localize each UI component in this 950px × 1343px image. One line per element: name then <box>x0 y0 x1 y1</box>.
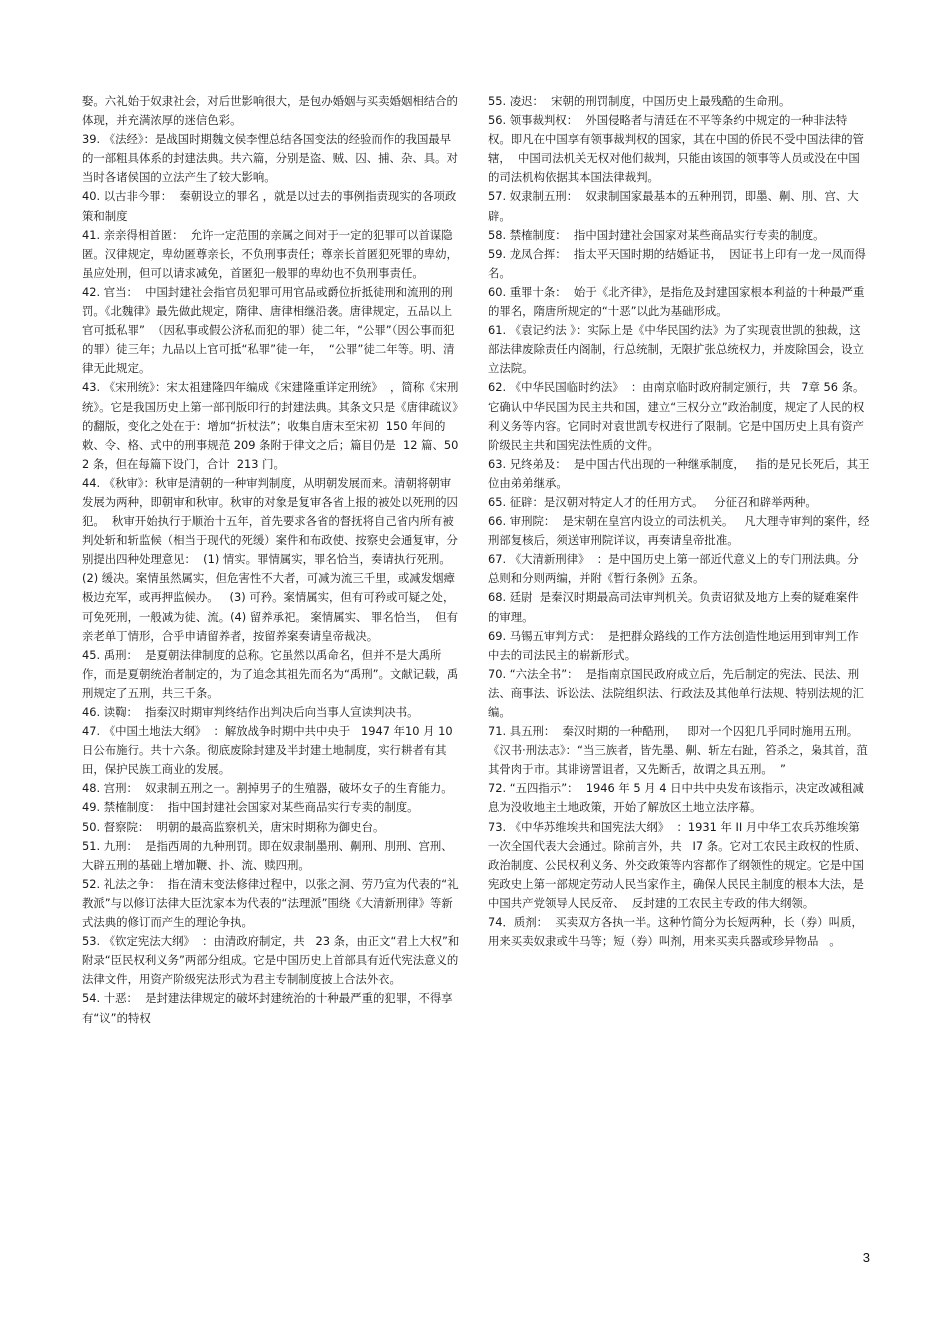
glossary-entry-62: 62. 《中华民国临时约法》 ：由南京临时政府制定颁行，共 7章 56 条。它确认中华民国为民主共和国，建立“三权分立”政治制度，规定了人民的权利义务等内容。它同时对袁世凯专权进行了限制。它是中国历史上具有资产阶级民主共和国宪法性质的文件。 <box>488 380 865 452</box>
glossary-entry-57: 57. 奴隶制五刑： 奴隶制国家最基本的五种刑罚，即墨、劓、刖、宫、大辟。 <box>488 189 859 223</box>
glossary-entry-58: 58. 禁榷制度： 指中国封建社会国家对某些商品实行专卖的制度。 <box>488 227 825 242</box>
glossary-entry-65: 65. 征辟：是汉朝对特定人才的任用方式。 分征召和辟举两种。 <box>488 494 817 509</box>
glossary-entry-73: 73. 《中华苏维埃共和国宪法大纲》 ：1931 年 II 月中华工农兵苏维埃第一次全国代表大会通过。除前言外，共 I7 条。它对工农民主政权的性质、政治制度、公民权利义务、外交政策等内容都作了纲领性的规定。它是中国宪政史上第一部规定劳动人民当家作主，确保人民民主制度的根本大法，是中国共产党领导人民反帝、 反封建的工农民主专政的伟大纲领。 <box>488 819 867 910</box>
glossary-entry-51: 51. 九刑： 是指西周的九种刑罚。即在奴隶制墨刑、劓刑、刖刑、宫刑、大辟五刑的基础上增加鞭、扑、流、赎四刑。 <box>82 838 453 872</box>
glossary-entry-41: 41. 亲亲得相首匿： 允许一定范围的亲属之间对于一定的犯罪可以首谋隐匿。汉律规定，卑幼匿尊亲长，不负刑事责任；尊亲长首匿犯死罪的卑幼，虽应处刑，但可以请求减免，首匿犯一般罪的卑幼也不负刑事责任。 <box>82 227 458 280</box>
glossary-entry-69: 69. 马锡五审判方式： 是把群众路线的工作方法创造性地运用到审判工作中去的司法民主的崭新形式。 <box>488 628 859 662</box>
glossary-entry-48: 48. 宫刑： 奴隶制五刑之一。割掉男子的生殖器，破坏女子的生育能力。 <box>82 781 453 796</box>
glossary-entry-53: 53. 《钦定宪法大纲》 ：由清政府制定，共 23 条，由正文“君上大权”和附录“臣民权利义务”两部分组成。它是中国历史上首部具有近代宪法意义的法律文件，用资产阶级宪法形式为君主专制制度披上合法外衣。 <box>82 934 460 987</box>
glossary-entry-68: 68. 廷尉 是秦汉时期最高司法审判机关。负责诏狱及地方上奏的疑难案件的审理。 <box>488 590 859 624</box>
glossary-entry-38-tail: 娶。六礼始于奴隶社会，对后世影响很大，是包办婚姻与买卖婚姻相结合的体现，并充满浓厚的迷信色彩。 <box>82 94 458 128</box>
glossary-entry-63: 63. 兄终弟及： 是中国古代出现的一种继承制度， 指的是兄长死后，其王位由弟弟继承。 <box>488 456 870 490</box>
glossary-entry-39: 39. 《法经》：是战国时期魏文侯李悝总结各国变法的经验而作的我国最早的一部粗具体系的封建法典。共六篇，分别是盗、贼、囚、捕、杂、具。对当时各诸侯国的立法产生了较大影响。 <box>82 132 458 185</box>
glossary-entry-55: 55. 凌迟： 宋朝的刑罚制度，中国历史上最残酷的生命刑。 <box>488 94 791 108</box>
glossary-entry-54: 54. 十恶： 是封建法律规定的破坏封建统治的十种最严重的犯罪，不得享有“议”的特权 <box>82 991 453 1025</box>
glossary-entry-49: 49. 禁榷制度： 指中国封建社会国家对某些商品实行专卖的制度。 <box>82 800 419 815</box>
page-number: 3 <box>862 1250 870 1265</box>
glossary-entry-40: 40. 以古非今罪： 秦朝设立的罪名 ，就是以过去的事例指责现实的各项政策和制度 <box>82 189 457 223</box>
glossary-entry-59: 59. 龙凤合挥： 指太平天国时期的结婚证书， 因证书上印有一龙一凤而得名。 <box>488 246 866 280</box>
glossary-entry-47: 47. 《中国土地法大纲》 ：解放战争时期中共中央于 1947 年10 月 10 日公布施行。共十六条。彻底废除封建及半封建土地制度，实行耕者有其田，保护民族工商业的发展。 <box>82 724 457 777</box>
glossary-entry-61: 61. 《袁记约法 》：实际上是《中华民国约法》为了实现袁世凯的独裁，这部法律废除责任内阁制，行总统制，无限扩张总统权力，并废除国会，设立立法院。 <box>488 323 864 376</box>
glossary-entry-60: 60. 重罪十条： 始于《北齐律》，是指危及封建国家根本利益的十种最严重的罪名，隋唐所规定的“十恶”以此为基础形成。 <box>488 284 865 319</box>
glossary-entry-70: 70. “六法全书”： 是指南京国民政府成立后，先后制定的宪法、民法、刑法、商事法、诉讼法、法院组织法、行政法及其他单行法规、特别法规的汇编。 <box>488 666 864 719</box>
glossary-entry-67: 67. 《大清新刑律》 ：是中国历史上第一部近代意义上的专门刑法典。分总则和分则两编，并附《暂行条例》五条。 <box>488 552 859 586</box>
glossary-entry-42: 42. 官当： 中国封建社会指官员犯罪可用官品或爵位折抵徒刑和流刑的刑罚。《北魏律》最先做此规定，隋律、唐律相继沿袭。唐律规定，五品以上官可抵私罪” （因私事或假公济私而犯的罪）徒二年，“公罪”（因公事而犯 的罪）徒三年；九品以上官可抵“私罪”徒一年， “公罪”徒二年等。明、清律无此规定。 <box>82 284 462 376</box>
glossary-entry-43: 43. 《宋刑统》：宋太祖建隆四年编成《宋建隆重详定刑统》 ，简称《宋刑统》。它是我国历史上第一部刊版印行的封建法典。其条文只是《唐律疏议》的翻版，变化之处在于：增加“折杖法”；收集自唐末至宋初 150 年间的敕、令、格、式中的刑事规范 209 条附于律文之后；篇目仍是 12 篇、502 条，但在每篇下设门，合计 213 门。 <box>82 380 459 471</box>
glossary-entry-45: 45. 禹刑： 是夏朝法律制度的总称。它虽然以禹命名，但并不是大禹所作，而是夏朝统治者制定的，为了追念其祖先而名为“禹刑”。文献记载，禹刑规定了五刑，共三千条。 <box>82 647 459 700</box>
glossary-entry-46: 46. 读鞫： 指秦汉时期审判终结作出判决后向当事人宣读判决书。 <box>82 705 419 719</box>
glossary-entry-74: 74．质剂： 买卖双方各执一半。这种竹简分为长短两种，长（券）叫质，用来买卖奴隶或牛马等；短（券）叫剂，用来买卖兵器或珍异物品 。 <box>488 915 863 949</box>
right-column <box>488 92 870 951</box>
glossary-entry-56: 56. 领事裁判权： 外国侵略者与清廷在不平等条约中规定的一种非法特权。即凡在中国享有领事裁判权的国家，其在中国的侨民不受中国法律的管辖， 中国司法机关无权对他们裁判，只能由该国的领事等人员或没在中国的司法机构依据其本国法律裁判。 <box>488 113 864 185</box>
glossary-entry-44: 44. 《秋审》：秋审是清朝的一种审判制度，从明朝发展而来。清朝将朝审发展为两种，即朝审和秋审。秋审的对象是复审各省上报的被处以死刑的囚犯。 秋审开始执行于顺治十五年，首先要求各省的督抚将自己省内所有被判处斩和斩监候（相当于现代的死缓）案件和布政使、按察史会通复审，分别提出四种处理意见： (1) 情实。罪情属实，罪名恰当，奏请执行死刑。 (2) 缓决。案情虽然属实，但危害性不大者，可减为流三千里，或减发烟瘴极边充军，或再押监候办。 (3) 可矜。案情属实，但有可矜或可疑之处，可免死刑，一般减为徒、流。(4) 留养承祀。 案情属实、 罪名恰当， 但有亲老单丁情形，合乎申请留养者，按留养案奏请皇帝裁决。 <box>82 475 458 643</box>
glossary-entry-50: 50. 督察院： 明朝的最高监察机关，唐宋时期称为御史台。 <box>82 819 385 834</box>
glossary-entry-52: 52. 礼法之争： 指在清末变法修律过程中，以张之洞、劳乃宣为代表的“礼教派”与以修订法律大臣沈家本为代表的“法理派”围绕《大清新刑律》等新式法典的修订而产生的理论争执。 <box>82 876 459 930</box>
left-column <box>82 92 462 1028</box>
glossary-entry-72: 72. “五四指示”： 1946 年 5 月 4 日中共中央发布该指示，决定改减租减息为没收地主土地政策，开始了解放区土地立法序幕。 <box>488 781 864 815</box>
glossary-entry-71: 71. 具五刑： 秦汉时期的一种酷刑， 即对一个囚犯几乎同时施用五刑。《汉书·刑法志》：“当三族者，皆先墨、劓、斩左右趾，笞杀之，枭其首，菹其骨肉于市。其诽谤詈诅者，又先断舌，故谓之具五刑。 ” <box>488 724 868 777</box>
glossary-entry-66: 66. 审刑院： 是宋朝在皇宫内设立的司法机关。 凡大理寺审判的案件，经刑部复核后，须送审刑院详议，再奏请皇帝批准。 <box>488 514 870 548</box>
